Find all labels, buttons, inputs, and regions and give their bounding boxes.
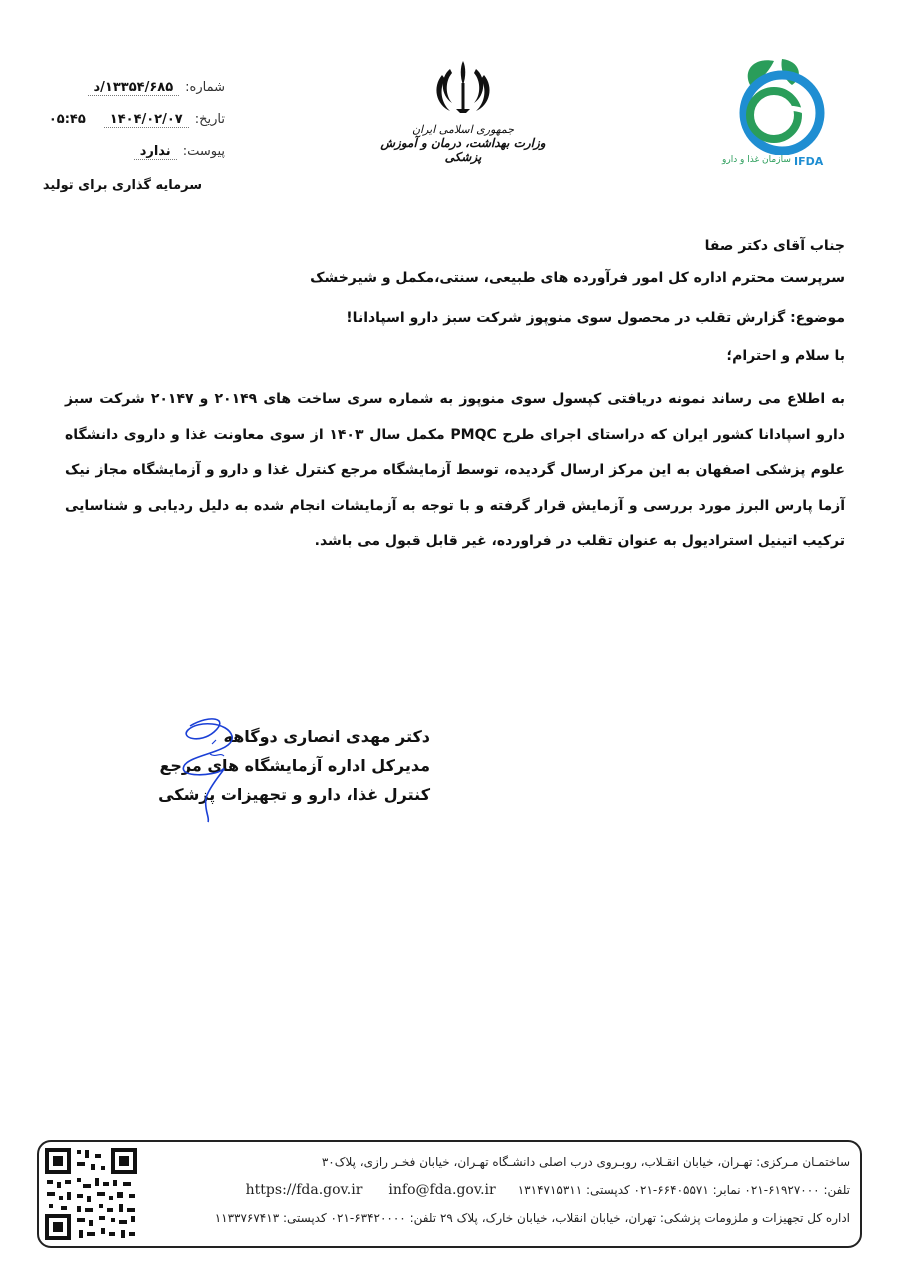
date-row: [20, 112, 225, 144]
ifda-logo-icon: [712, 55, 842, 155]
letter-paragraph: به اطلاع می رساند نمونه دریافتی کپسول سوی منوپوز به شماره سری ساخت های ۲۰۱۴۹ و ۲۰۱۴۷ شرکت سبز دارو اسپادانا کشور ایران که دراستای اجرای طرح PMQC مکمل سال ۱۴۰۳ از سوی معاونت غذا و داروی دانشگاه علوم پزشکی اصفهان به این مرکز ارسال گردیده، توسط آزمایشگاه مرجع کنترل غذا و دارو و آزمایشگاه مجاز نیک آزما پارس البرز مورد بررسی و آزمایش قرار گرفته و با توجه به آزمایشات انجام شده به دلیل ردیابی و شناسایی ترکیب اتینیل استرادیول به عنوان تقلب در فراورده، غیر قابل قبول می باشد.: [65, 391, 845, 549]
signature-block: [158, 722, 430, 822]
footer-contact-line: [150, 1176, 850, 1204]
ministry-logo: [378, 55, 548, 164]
ministry-line1: جمهوری اسلامی ایران: [411, 123, 515, 136]
attachment-value: ندارد: [134, 144, 177, 160]
ifda-name-fa: سازمان غذا و دارو: [722, 155, 791, 165]
letter-body: [65, 238, 845, 560]
footer-address-central: ساختمـان مـرکزی: تهـران، خیابان انقـلاب، روبـروی درب اصلی دانشـگاه تهـران، خیابان فخـر رازی، پلاک۳۰: [321, 1155, 850, 1169]
iran-emblem-icon: [430, 55, 496, 117]
letter-subject: موضوع: گزارش تقلب در محصول سوی منوپوز شرکت سبز دارو اسپادانا!: [346, 310, 845, 326]
footer-website-link[interactable]: https://fda.gov.ir: [245, 1182, 363, 1198]
footer-address-equipment: اداره کل تجهیزات و ملزومات پزشکی: تهران، خیابان انقلاب، خیابان خارک، پلاک ۲۹ تلفن: ۶۳۴۲۰۰۰۰-۰۲۱ کدپستی: ۱۱۳۳۷۶۷۴۱۳: [214, 1211, 850, 1225]
recipient-position: سرپرست محترم اداره کل امور فرآورده های طبیعی، سنتی،مکمل و شیرخشک: [310, 270, 845, 286]
time-value: ۰۵:۴۵: [48, 112, 86, 127]
ministry-line2: وزارت بهداشت، درمان و آموزش پزشکی: [380, 136, 546, 164]
qr-code-icon: [43, 1146, 139, 1242]
attachment-label: پیوست:: [182, 144, 225, 159]
investment-motto: سرمایه گذاری برای تولید: [42, 178, 203, 193]
letter-meta: [20, 80, 225, 193]
attachment-row: [20, 144, 225, 176]
handwritten-signature-icon: [170, 714, 260, 824]
date-value: ۱۴۰۴/۰۲/۰۷: [104, 112, 189, 128]
footer-email-link[interactable]: info@fda.gov.ir: [388, 1182, 496, 1198]
signer-name: دکتر مهدی انصاری دوگاهه: [223, 727, 430, 746]
recipient-title: جناب آقای دکتر صفا: [704, 238, 845, 254]
signer-title-line1: مدیرکل اداره آزمایشگاه های مرجع: [159, 756, 430, 775]
date-label: تاریخ:: [194, 112, 225, 127]
signer-title-line2: کنترل غذا، دارو و تجهیزات پزشکی: [158, 785, 430, 804]
footer-box: [37, 1140, 862, 1248]
footer-text: [150, 1148, 850, 1232]
number-value: ۱۳۳۵۴/۶۸۵/د: [88, 80, 180, 96]
footer-phones: تلفن: ۶۱۹۲۷۰۰۰-۰۲۱ نمابر: ۶۶۴۰۵۵۷۱-۰۲۱ کدپستی: ۱۳۱۴۷۱۵۳۱۱: [517, 1183, 850, 1197]
ifda-logo: [712, 55, 842, 175]
number-label: شماره:: [185, 80, 225, 95]
number-row: [20, 80, 225, 112]
letter-greeting: با سلام و احترام؛: [726, 348, 845, 364]
ifda-name-en: IFDA: [794, 155, 824, 168]
